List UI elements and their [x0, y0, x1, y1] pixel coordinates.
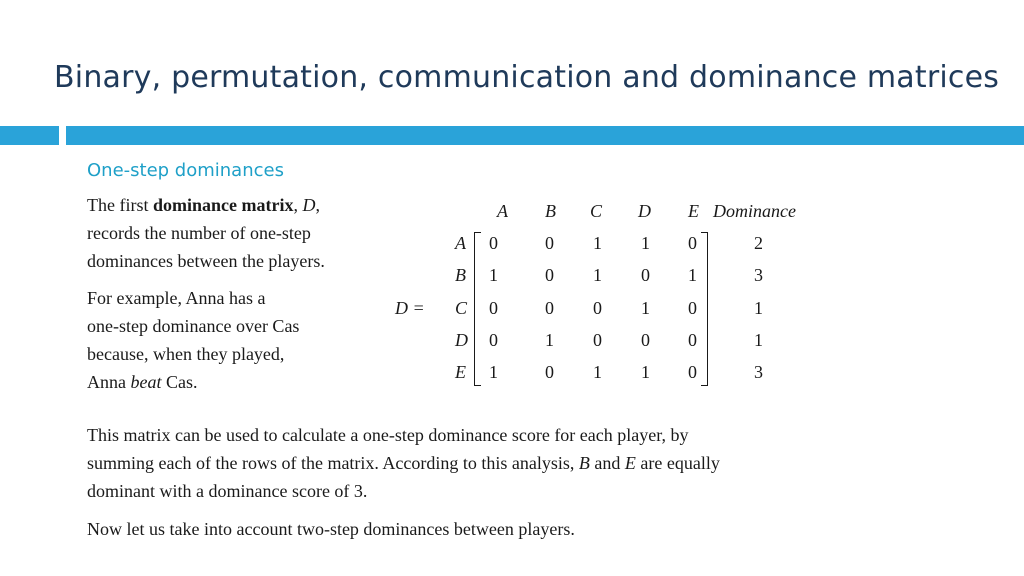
- matrix-cell: 0: [688, 233, 697, 253]
- intro-text-end: ,: [315, 195, 320, 215]
- matrix-cell: 1: [641, 298, 650, 318]
- matrix-cell: 1: [641, 362, 650, 382]
- matrix-cell: 1: [593, 233, 602, 253]
- analysis-line-2-start: summing each of the rows of the matrix. According to this analysis,: [87, 453, 579, 473]
- score-cell: 2: [754, 233, 763, 253]
- row-label: E: [455, 362, 466, 382]
- matrix-cell: 0: [545, 233, 554, 253]
- row-label: D: [455, 330, 468, 350]
- closing-paragraph: Now let us take into account two-step dominances between players.: [87, 519, 575, 539]
- row-label: B: [455, 265, 466, 285]
- matrix-cell: 1: [545, 330, 554, 350]
- matrix-cell: 1: [641, 233, 650, 253]
- matrix-cell: 0: [688, 362, 697, 382]
- intro-line-2: records the number of one-step: [87, 223, 311, 243]
- example-paragraph: [87, 284, 299, 396]
- score-cell: 1: [754, 298, 763, 318]
- analysis-player-e: E: [624, 453, 636, 473]
- matrix-label: D =: [395, 298, 425, 318]
- intro-matrix-symbol: D: [302, 195, 316, 215]
- matrix-cell: 1: [688, 265, 697, 285]
- intro-paragraph: [87, 191, 325, 275]
- analysis-line-2-end: are equally: [635, 453, 720, 473]
- example-line-2: one-step dominance over Cas: [87, 316, 300, 336]
- col-header: C: [590, 201, 603, 221]
- matrix-cell: 0: [688, 298, 697, 318]
- col-header: B: [545, 201, 556, 221]
- score-cell: 3: [754, 265, 763, 285]
- analysis-paragraph: [87, 421, 720, 505]
- col-header: D: [638, 201, 651, 221]
- matrix-cell: 1: [593, 265, 602, 285]
- section-subtitle: One-step dominances: [87, 160, 284, 181]
- analysis-line-1: This matrix can be used to calculate a one-step dominance score for each player, by: [87, 425, 689, 445]
- matrix-cell: 1: [489, 265, 498, 285]
- title-underline-accent: [0, 126, 59, 145]
- intro-line-3: dominances between the players.: [87, 251, 325, 271]
- col-header: A: [497, 201, 508, 221]
- matrix-cell: 0: [593, 330, 602, 350]
- matrix-cell: 0: [641, 330, 650, 350]
- example-line-3: because, when they played,: [87, 344, 285, 364]
- col-header: E: [688, 201, 699, 221]
- slide-title: Binary, permutation, communication and dominance matrices: [54, 60, 1000, 95]
- analysis-and: and: [589, 453, 625, 473]
- matrix-right-bracket: [701, 232, 708, 386]
- matrix-cell: 0: [489, 330, 498, 350]
- matrix-cell: 0: [545, 265, 554, 285]
- intro-bold-term: dominance matrix: [152, 195, 294, 215]
- matrix-cell: 0: [593, 298, 602, 318]
- intro-text-comma: ,: [293, 195, 303, 215]
- row-label: A: [455, 233, 466, 253]
- analysis-player-b: B: [578, 453, 590, 473]
- matrix-cell: 0: [688, 330, 697, 350]
- example-line-1: For example, Anna has a: [87, 288, 266, 308]
- matrix-cell: 0: [545, 298, 554, 318]
- title-underline-bar: [66, 126, 1024, 145]
- example-line-4-end: Cas.: [161, 372, 198, 392]
- example-line-4-start: Anna: [87, 372, 131, 392]
- analysis-line-3: dominant with a dominance score of 3.: [87, 481, 368, 501]
- matrix-cell: 1: [593, 362, 602, 382]
- intro-text-start: The first: [87, 195, 153, 215]
- matrix-cell: 0: [545, 362, 554, 382]
- matrix-cell: 0: [641, 265, 650, 285]
- score-cell: 3: [754, 362, 763, 382]
- matrix-cell: 0: [489, 298, 498, 318]
- matrix-cell: 1: [489, 362, 498, 382]
- score-cell: 1: [754, 330, 763, 350]
- score-header: Dominance: [713, 201, 796, 221]
- matrix-left-bracket: [474, 232, 481, 386]
- example-italic-word: beat: [130, 372, 162, 392]
- row-label: C: [455, 298, 468, 318]
- matrix-cell: 0: [489, 233, 498, 253]
